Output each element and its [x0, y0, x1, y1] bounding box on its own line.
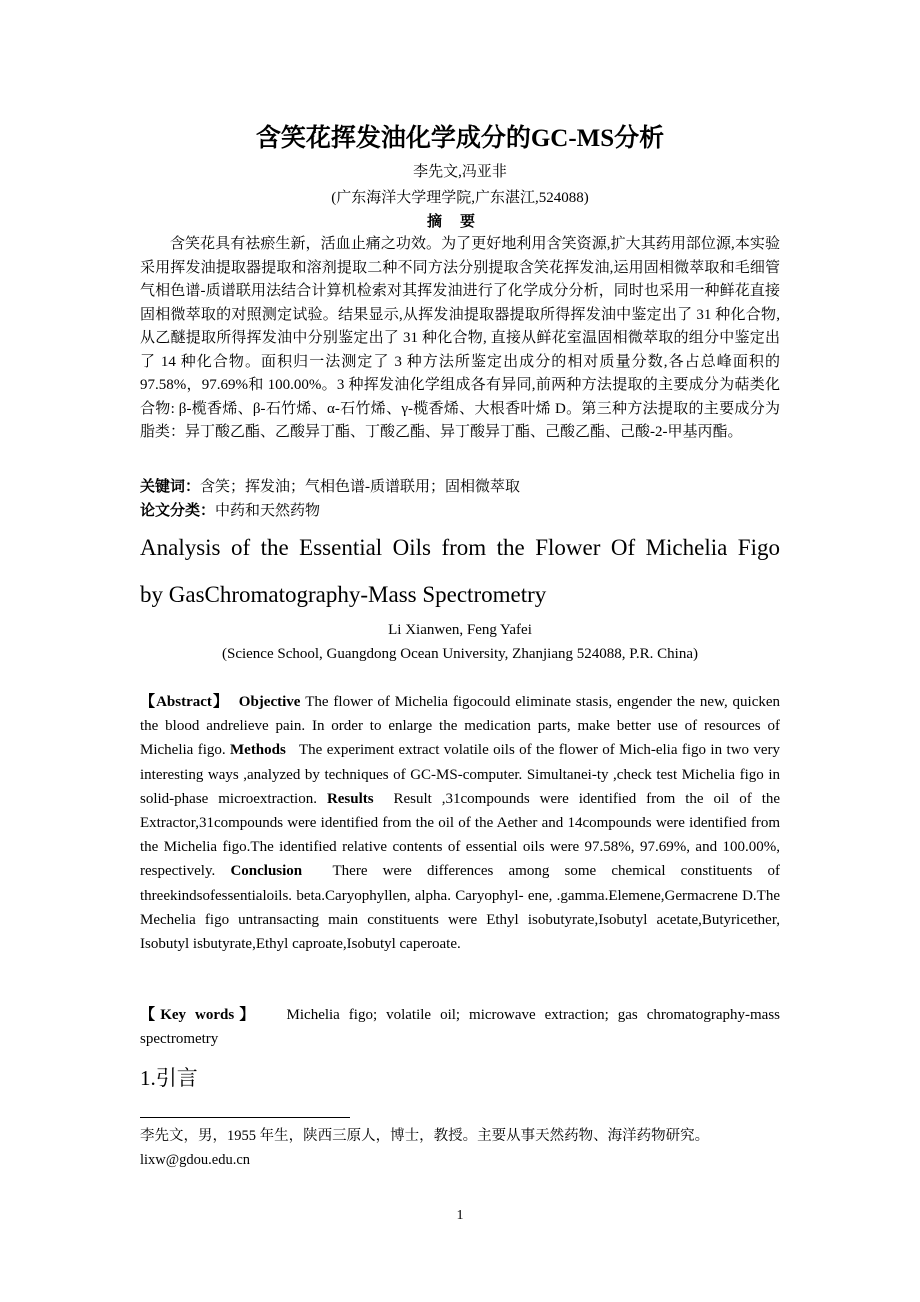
objective-label: Objective: [238, 694, 301, 710]
chinese-authors: 李先文,冯亚非: [413, 164, 507, 180]
abstract-label-en: 【Abstract】: [140, 694, 230, 710]
results-text: Result ,31compounds were identified from the oil of the Extractor,31compounds were identified from the oil of the Aether and 14compounds were identified from the Michelia figo.The identified relative contents of essential oils were 97.58%, 97.69%, and 100.00%, respectively.: [140, 790, 781, 880]
abstract-heading-zh: 摘要: [426, 214, 493, 230]
keywords-text-en: Michelia figo; volatile oil; microwave extraction; gas chromatography-mass spectrometry: [140, 1007, 780, 1047]
author-footnote: 李先文，男，1955 年生，陕西三原人，博士，教授。主要从事天然药物、海洋药物研究。lixw@gdou.edu.cn: [140, 1128, 710, 1168]
objective-text: The flower of Michelia figocould eliminate stasis, engender the new, quicken the blood andrelieve pain. In order to enlarge the medication parts, make better use of resources of Michelia figo.: [140, 694, 781, 759]
chinese-affiliation: (广东海洋大学理学院,广东湛江,524088): [331, 190, 589, 206]
english-title: [140, 524, 780, 618]
keywords-label-en: 【Key words】: [140, 1007, 260, 1023]
classification-text-zh: 中药和天然药物: [215, 503, 321, 519]
english-affiliation: (Science School, Guangdong Ocean University, Zhanjiang 524088, P.R. China): [221, 646, 699, 662]
english-abstract: [140, 690, 780, 956]
section-heading-introduction: 1.引言: [140, 1066, 198, 1090]
chinese-abstract: 含笑花具有祛瘀生新，活血止痛之功效。为了更好地利用含笑资源,扩大其药用部位源,本实验采用挥发油提取器提取和溶剂提取二种不同方法分别提取含笑花挥发油,运用固相微萃取和毛细管气相色谱-质谱联用法结合计算机检索对其挥发油进行了化学成分分析，同时也采用一种鲜花直接固相微萃取的对照测定试验。结果显示,从挥发油提取器提取所得挥发油中鉴定出了 31 种化合物,从乙醚提取所得挥发油中分别鉴定出了 31 种化合物, 直接从鲜花室温固相微萃取的组分中鉴定出了 14 种化合物。面积归一法测定了 3 种方法所鉴定出成分的相对质量分数,各占总峰面积的 97.58%，97.69%和 100.00%。3 种挥发油化学组成各有异同,前两种方法提取的主要成分为萜类化合物: β-榄香烯、β-石竹烯、α-石竹烯、γ-榄香烯、大根香叶烯 D。第三种方法提取的主要成分为脂类：异丁酸乙酯、乙酸异丁酯、丁酸乙酯、异丁酸异丁酯、己酸乙酯、己酸-2-甲基丙酯。: [140, 236, 780, 440]
english-title-line2: by GasChromatography-Mass Spectrometry: [140, 582, 547, 607]
methods-label: Methods: [230, 742, 286, 759]
conclusion-text: There were differences among some chemical constituents of threekindsofessentialoils. beta.Caryophyllen, alpha. Caryophyl- ene, .gamma.Elemene,Germacrene D.The Mechelia figo untransacting main constituents were Ethyl isobutyrate,Isobutyl acetate,Butyricether, Isobutyl isbutyrate,Ethyl caproate,Isobutyl caperoate.: [140, 863, 781, 953]
keywords-text-zh: 含笑；挥发油；气相色谱-质谱联用；固相微萃取: [200, 479, 521, 495]
conclusion-label: Conclusion: [230, 863, 303, 880]
english-authors: Li Xianwen, Feng Yafei: [388, 622, 532, 638]
classification-label-zh: 论文分类：: [140, 503, 216, 519]
chinese-keywords: [140, 475, 780, 496]
page-number: 1: [456, 1208, 464, 1223]
chinese-classification: [140, 499, 780, 520]
footnote-separator: [140, 1117, 350, 1118]
chinese-title: 含笑花挥发油化学成分的GC-MS分析: [255, 125, 665, 152]
english-title-line1: Analysis of the Essential Oils from the Flower Of Michelia Figo: [140, 535, 780, 560]
keywords-label-zh: 关键词：: [140, 479, 201, 495]
results-label: Results: [326, 790, 374, 807]
english-keywords: [140, 1003, 780, 1051]
methods-text: The experiment extract volatile oils of the flower of Mich-elia figo in two very interesting ways ,analyzed by techniques of GC-MS-computer. Simultanei-ty ,check test Michelia figo in solid-phase microextraction.: [140, 742, 780, 807]
